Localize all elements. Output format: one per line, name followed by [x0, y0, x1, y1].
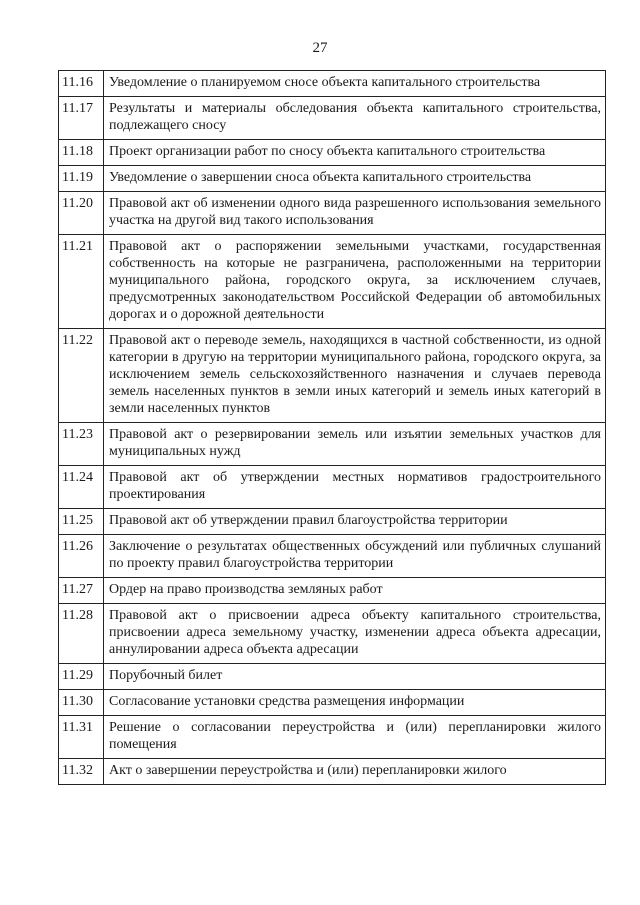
table-row	[59, 97, 606, 140]
table-row	[59, 578, 606, 604]
table-row	[59, 690, 606, 716]
row-text: Заключение о результатах общественных обсуждений или публичных слушаний по проекту правил благоустройства территории	[104, 535, 606, 578]
row-text: Согласование установки средства размещения информации	[104, 690, 606, 716]
row-number: 11.23	[59, 423, 104, 466]
row-number: 11.30	[59, 690, 104, 716]
table-row	[59, 664, 606, 690]
row-number: 11.29	[59, 664, 104, 690]
row-number: 11.18	[59, 140, 104, 166]
row-number: 11.17	[59, 97, 104, 140]
row-number: 11.21	[59, 235, 104, 329]
row-number: 11.22	[59, 329, 104, 423]
row-number: 11.31	[59, 716, 104, 759]
row-text: Правовой акт о распоряжении земельными участками, государственная собственность на которые не разграничена, расположенными на территории муниципального района, городского округа, за исключением случаев, предусмотренных законодательством Российской Федерации об автомобильных дорогах и о дорожной деятельности	[104, 235, 606, 329]
row-number: 11.28	[59, 604, 104, 664]
row-number: 11.19	[59, 166, 104, 192]
table-row	[59, 604, 606, 664]
row-number: 11.20	[59, 192, 104, 235]
page-bottom-margin	[0, 845, 640, 905]
table-row	[59, 423, 606, 466]
row-number: 11.32	[59, 759, 104, 785]
table-row	[59, 759, 606, 785]
row-number: 11.25	[59, 509, 104, 535]
row-text: Результаты и материалы обследования объекта капитального строительства, подлежащего сносу	[104, 97, 606, 140]
row-text: Акт о завершении переустройства и (или) перепланировки жилого	[104, 759, 606, 785]
row-number: 11.24	[59, 466, 104, 509]
table-row	[59, 329, 606, 423]
row-number: 11.27	[59, 578, 104, 604]
table-row	[59, 535, 606, 578]
table-row	[59, 166, 606, 192]
table-row	[59, 140, 606, 166]
row-text: Правовой акт об утверждении местных нормативов градостроительного проектирования	[104, 466, 606, 509]
row-text: Решение о согласовании переустройства и (или) перепланировки жилого помещения	[104, 716, 606, 759]
table-row	[59, 716, 606, 759]
table-row	[59, 466, 606, 509]
table-row	[59, 509, 606, 535]
row-text: Правовой акт об утверждении правил благоустройства территории	[104, 509, 606, 535]
row-text: Уведомление о завершении сноса объекта капитального строительства	[104, 166, 606, 192]
table-row	[59, 192, 606, 235]
row-text: Правовой акт о переводе земель, находящихся в частной собственности, из одной категории в другую на территории муниципального района, городского округа, за исключением земель сельскохозяйственного назначения и случаев перевода земель населенных пунктов в земли иных категорий и земель иных категорий в земли населенных пунктов	[104, 329, 606, 423]
row-text: Порубочный билет	[104, 664, 606, 690]
row-text: Правовой акт об изменении одного вида разрешенного использования земельного участка на другой вид такого использования	[104, 192, 606, 235]
row-text: Правовой акт о присвоении адреса объекту капитального строительства, присвоении адреса земельному участку, изменении адреса объекта адресации, аннулировании адреса объекта адресации	[104, 604, 606, 664]
row-text: Проект организации работ по сносу объекта капитального строительства	[104, 140, 606, 166]
row-number: 11.16	[59, 71, 104, 97]
table-row	[59, 71, 606, 97]
document-table	[58, 70, 606, 785]
row-text: Правовой акт о резервировании земель или изъятии земельных участков для муниципальных нужд	[104, 423, 606, 466]
table-row	[59, 235, 606, 329]
row-text: Уведомление о планируемом сносе объекта капитального строительства	[104, 71, 606, 97]
row-number: 11.26	[59, 535, 104, 578]
page-number: 27	[312, 40, 328, 56]
row-text: Ордер на право производства земляных работ	[104, 578, 606, 604]
